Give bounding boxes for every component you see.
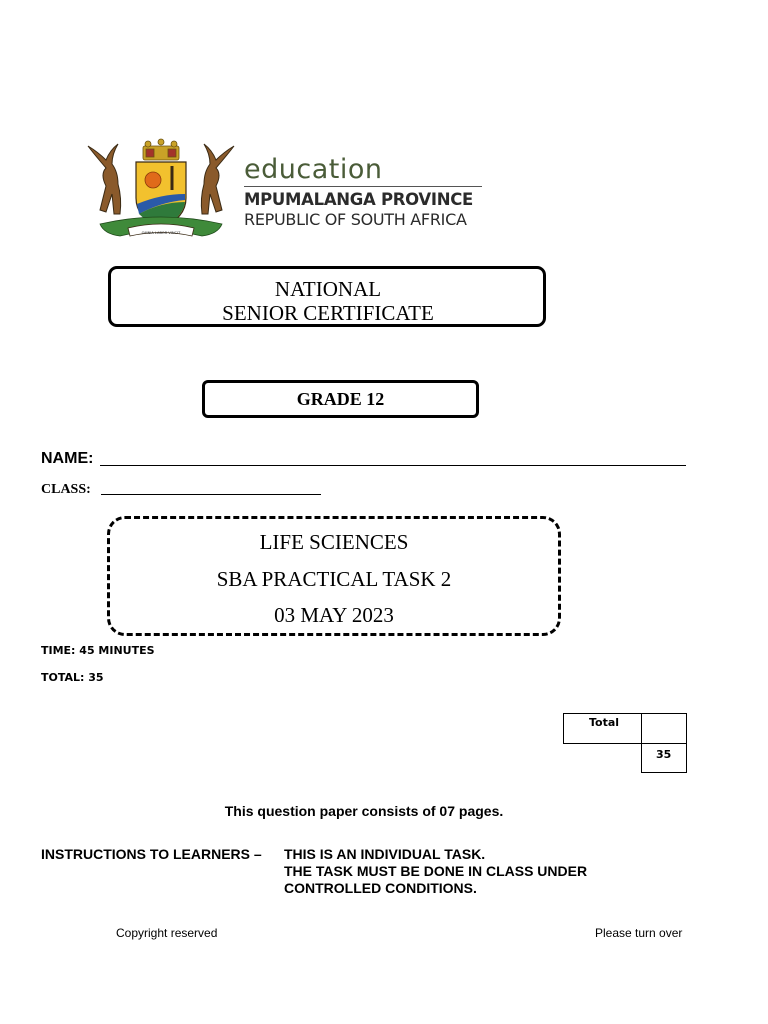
left-kudu-supporter [88, 144, 121, 214]
logo-word: education [244, 154, 383, 185]
right-kudu-supporter [201, 144, 234, 214]
copyright-footer: Copyright reserved [116, 926, 218, 940]
score-row-2 [564, 744, 687, 773]
crown [143, 139, 179, 160]
coat-of-arms-icon [86, 138, 236, 242]
logo-divider [244, 186, 482, 187]
class-field-line[interactable] [101, 494, 321, 495]
score-max: 35 [642, 744, 687, 773]
task-title: SBA PRACTICAL TASK 2 [216, 567, 452, 591]
name-field-line[interactable] [100, 465, 686, 466]
score-spacer [564, 744, 642, 773]
total-marks: TOTAL: 35 [41, 671, 104, 684]
score-obtained-cell[interactable] [642, 714, 687, 744]
pages-note: This question paper consists of 07 pages. [224, 803, 504, 819]
class-label: CLASS: [41, 482, 91, 497]
name-label: NAME: [41, 450, 94, 467]
certificate-line-1: NATIONAL [274, 277, 382, 301]
score-label: Total [564, 714, 642, 744]
score-table [563, 713, 687, 773]
republic-name: REPUBLIC OF SOUTH AFRICA [244, 210, 467, 229]
instructions-label: INSTRUCTIONS TO LEARNERS – [41, 846, 262, 862]
grade-label: GRADE 12 [296, 389, 385, 409]
province-name: MPUMALANGA PROVINCE [244, 190, 474, 209]
time-allowed: TIME: 45 MINUTES [41, 644, 155, 657]
svg-text:OMNIA LABOR VINCIT: OMNIA LABOR VINCIT [141, 231, 181, 235]
turn-over-footer: Please turn over [595, 926, 683, 940]
task-date: 03 MAY 2023 [274, 603, 394, 627]
score-row-1 [564, 714, 687, 744]
certificate-line-2: SENIOR CERTIFICATE [222, 301, 434, 325]
instruction-line: THE TASK MUST BE DONE IN CLASS UNDER [284, 863, 588, 879]
instruction-line: THIS IS AN INDIVIDUAL TASK. [284, 846, 486, 862]
subject-title: LIFE SCIENCES [259, 530, 409, 554]
instruction-line: CONTROLLED CONDITIONS. [284, 880, 477, 896]
